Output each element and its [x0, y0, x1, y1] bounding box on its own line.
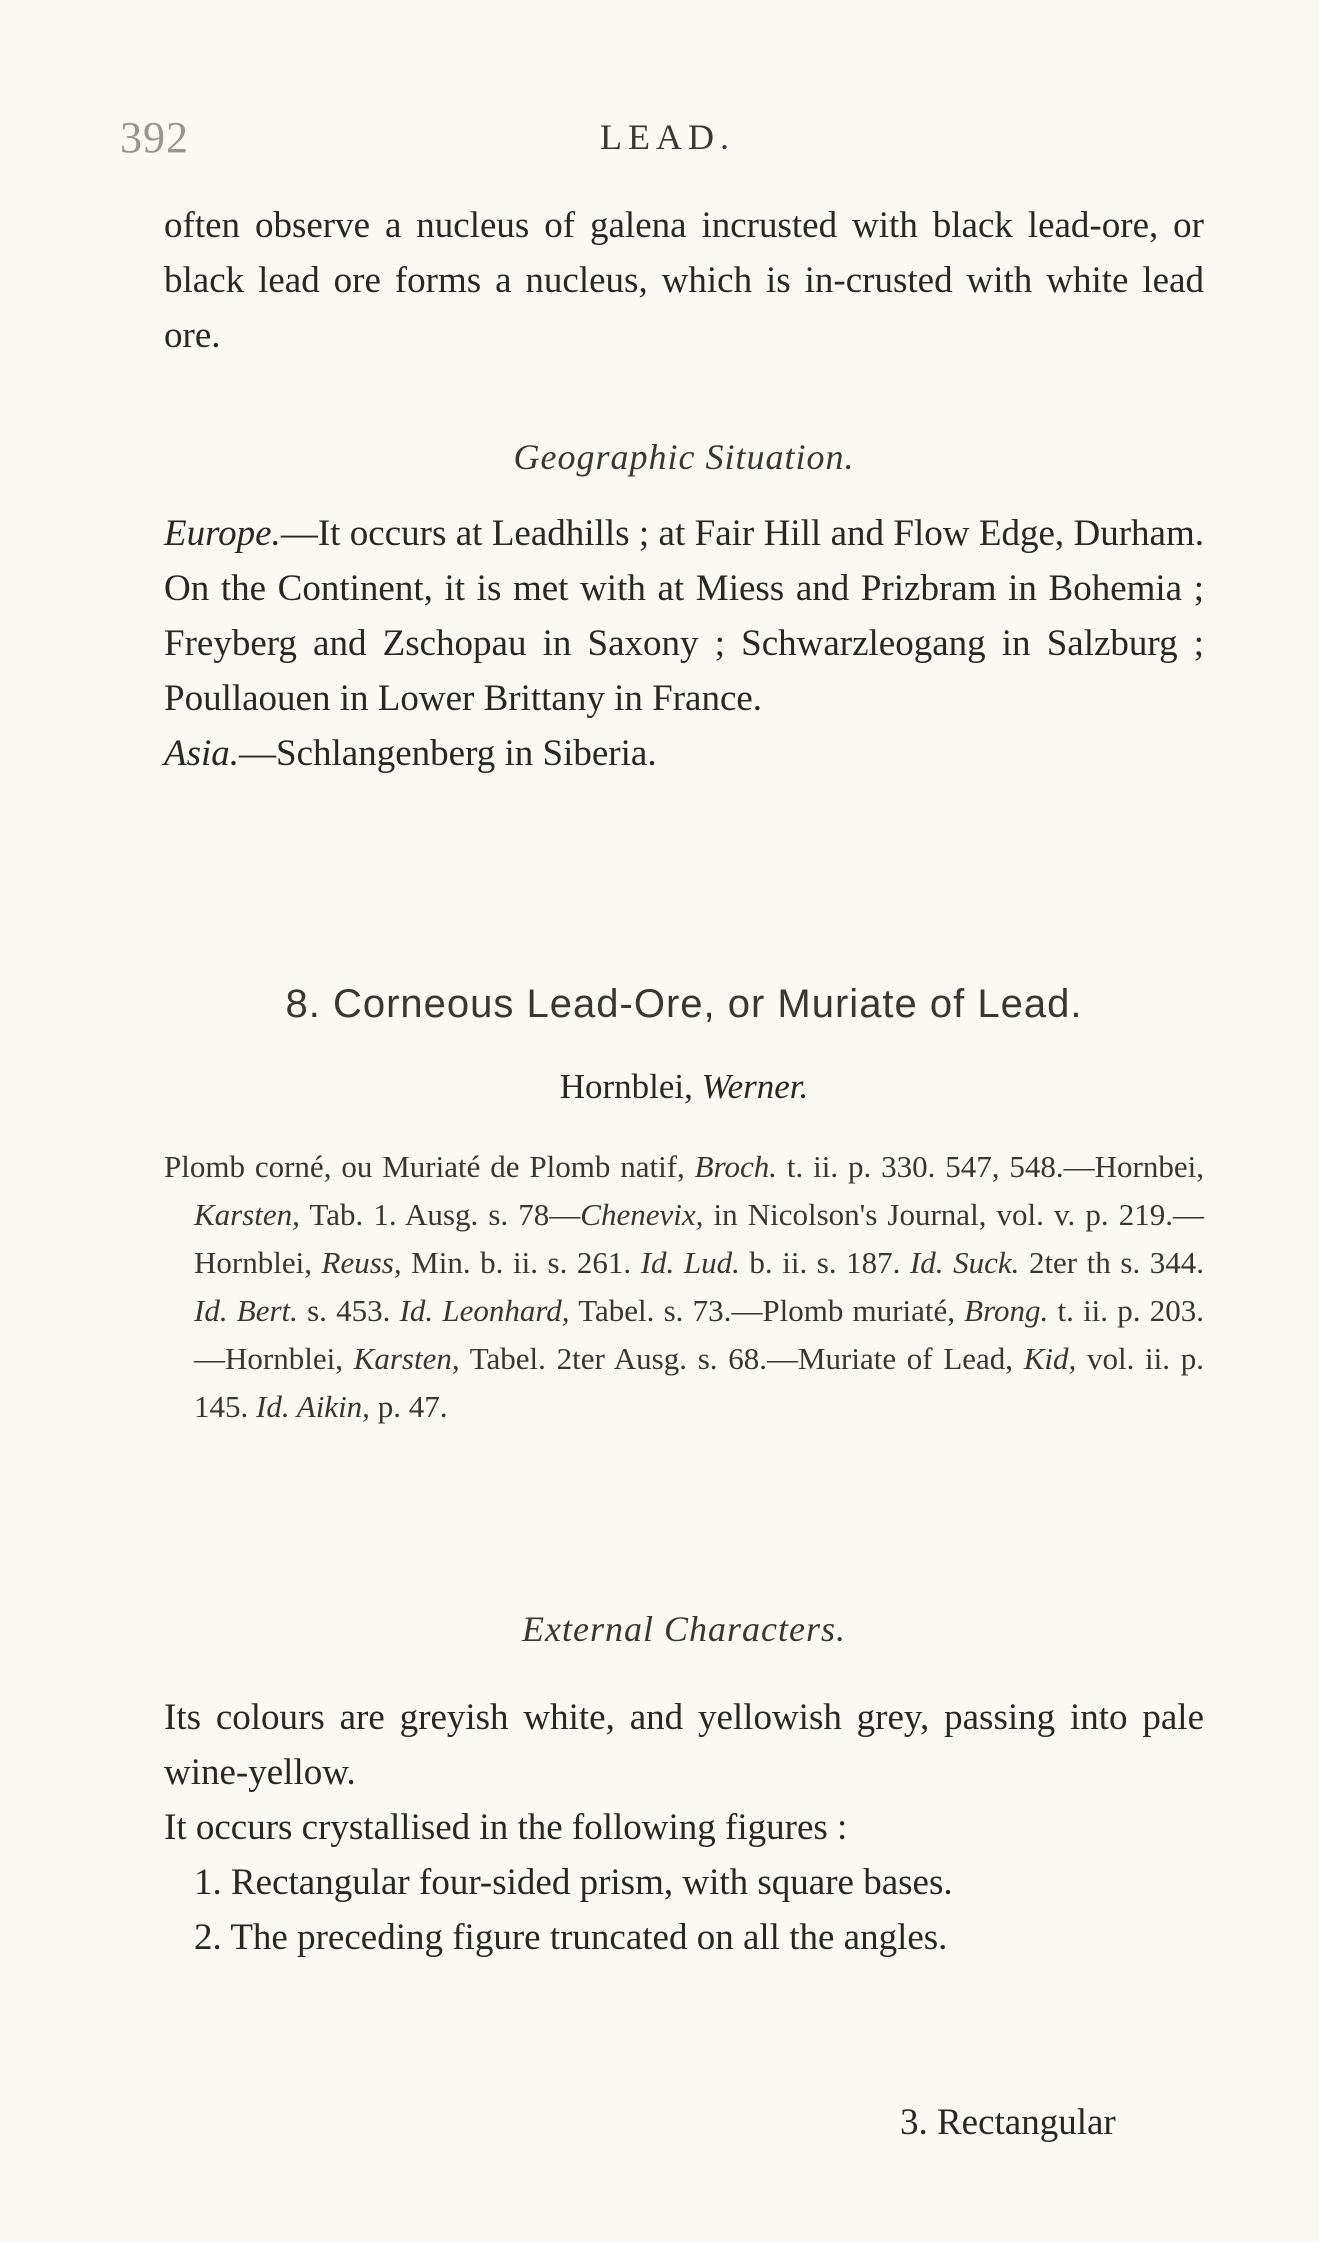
synonym-citation: Id. Lud. — [640, 1245, 740, 1280]
synonym-citation: Id. Aikin, — [256, 1389, 370, 1424]
synonym-citation: Karsten, — [194, 1197, 300, 1232]
synonym-citation: Id. Suck. — [909, 1245, 1020, 1280]
german-authority: Werner. — [701, 1067, 809, 1106]
synonym-text: b. ii. s. 187. — [739, 1245, 910, 1280]
intro-block — [164, 198, 1204, 363]
asia-text: —Schlangenberg in Siberia. — [239, 733, 657, 774]
colours-paragraph: Its colours are greyish white, and yellowish grey, passing into pale wine-yellow. — [164, 1697, 1204, 1793]
synonym-text: vol. ii. p. 145. — [194, 1341, 1204, 1424]
synonym-citation: Kid, — [1023, 1341, 1077, 1376]
external-heading: External Characters. — [522, 1609, 846, 1649]
synonym-citation: Chenevix, — [580, 1197, 704, 1232]
page-header — [120, 112, 1200, 172]
external-section — [164, 1608, 1204, 1965]
synonym-citation: Id. Leonhard, — [399, 1293, 570, 1328]
synonym-text: Tabel. 2ter Ausg. s. 68.—Muriate of Lead, — [459, 1341, 1024, 1376]
running-head: LEAD. — [600, 117, 735, 157]
geographic-section — [164, 436, 1204, 781]
synonym-citation: Karsten, — [353, 1341, 460, 1376]
synonym-text: t. ii. p. 203.—Hornblei, — [194, 1293, 1204, 1376]
synonym-text: p. 47. — [369, 1389, 448, 1424]
synonym-citation: Id. Bert. — [194, 1293, 298, 1328]
synonym-text: 2ter th s. 344. — [1019, 1245, 1205, 1280]
synonym-text: Plomb corné, ou Muriaté de Plomb natif, — [164, 1149, 695, 1184]
asia-paragraph — [164, 726, 1204, 781]
synonym-text: t. ii. p. 330. 547, 548.—Hornbei, — [777, 1149, 1205, 1184]
synonym-text: in Nicolson's Journal, vol. v. p. 219.—Hornblei, — [194, 1197, 1204, 1280]
figure-item-2: 2. The preceding figure truncated on all the angles. — [194, 1917, 948, 1958]
synonym-text: Tab. 1. Ausg. s. 78— — [299, 1197, 581, 1232]
synonymy-block — [164, 1143, 1204, 1431]
german-name-line — [164, 1067, 1204, 1107]
catchword: 3. Rectangular — [900, 2102, 1116, 2143]
intro-paragraph: often observe a nucleus of galena incrusted with black lead-ore, or black lead ore forms a nucleus, which is in-crusted with white lead ore. — [164, 205, 1204, 356]
species-section — [164, 982, 1204, 1431]
asia-label: Asia. — [164, 733, 240, 774]
europe-text: —It occurs at Leadhills ; at Fair Hill and Flow Edge, Durham. On the Continent, it is met with at Miess and Prizbram in Bohemia ; Freyberg and Zschopau in Saxony ; Schwarzleogang in Salzburg ; Poullaouen in Lower Brittany in France. — [164, 513, 1204, 719]
page-number: 392 — [120, 113, 189, 162]
german-name: Hornblei, — [559, 1067, 693, 1106]
crystals-intro: It occurs crystallised in the following figures : — [164, 1807, 848, 1848]
synonym-citation: Reuss, — [321, 1245, 402, 1280]
synonym-citation: Broch. — [694, 1149, 778, 1184]
synonym-citation: Brong. — [964, 1293, 1049, 1328]
geographic-heading: Geographic Situation. — [513, 437, 855, 477]
synonym-text: Tabel. s. 73.—Plomb muriaté, — [569, 1293, 965, 1328]
europe-label: Europe. — [164, 513, 281, 554]
synonym-text: s. 453. — [297, 1293, 400, 1328]
figure-item-1: 1. Rectangular four-sided prism, with square bases. — [194, 1862, 953, 1903]
europe-paragraph — [164, 506, 1204, 726]
synonym-text: Min. b. ii. s. 261. — [401, 1245, 641, 1280]
species-title: 8. Corneous Lead-Ore, or Muriate of Lead. — [285, 982, 1083, 1026]
